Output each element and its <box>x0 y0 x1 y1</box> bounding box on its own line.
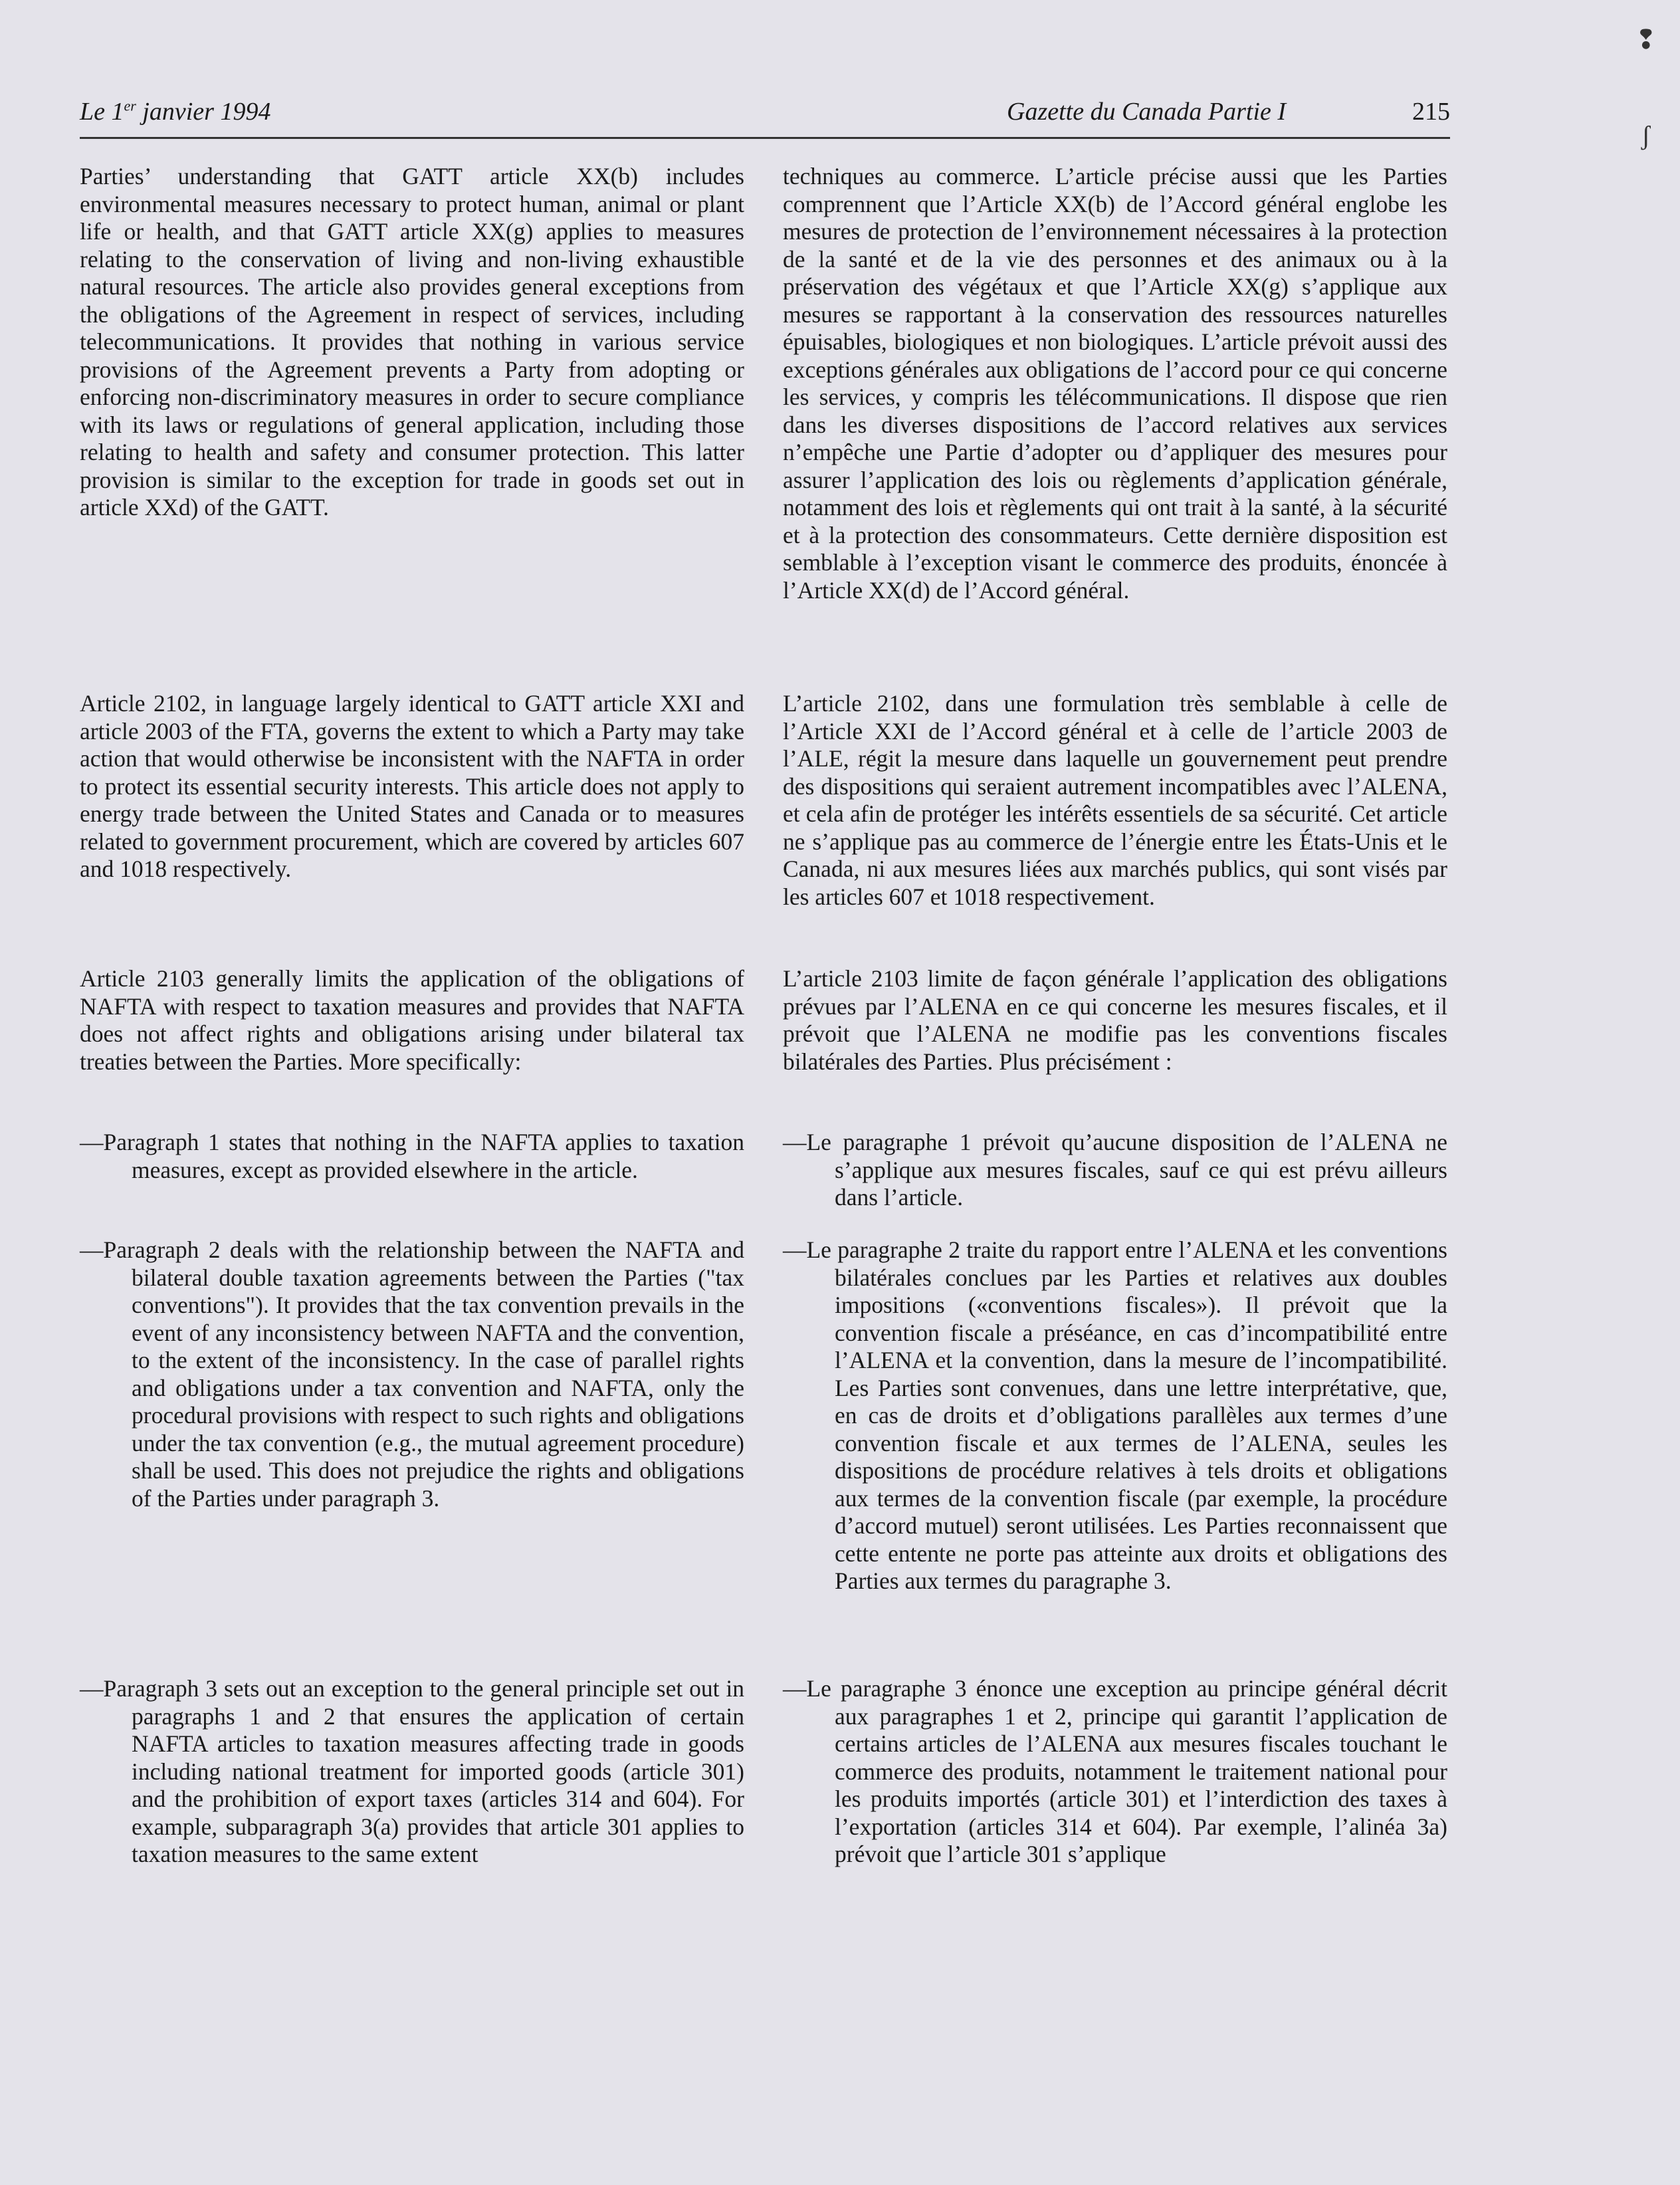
english-paragraph-2-text: Article 2102, in language largely identical to GATT article XXI and article 2003 of the FTA, governs the extent to which a Party may take action that would otherwise be inconsistent with the NAFTA in order to protect its essential security interests. This article does not apply to energy trade between the United States and Canada or to measures related to government procurement, which are covered by articles 607 and 1018 respectively. <box>80 690 744 882</box>
french-item-3-text: —Le paragraphe 3 énonce une exception au principe général décrit aux paragraphes 1 et 2, principe qui garantit l’application de certains articles de l’ALENA aux mesures fiscales touchant le commerce des produits, notamment le traitement national pour les produits importés (article 301) et l’interdiction des taxes à l’exportation (articles 314 et 604). Par exemple, l’alinéa 3a) prévoit que l’article 301 s’applique <box>783 1675 1447 1867</box>
french-paragraph-1-text: techniques au commerce. L’article précise aussi que les Parties comprennent que l’Article XX(b) de l’Accord général englobe les mesures de protection de l’environnement nécessaires à la protection de la santé et de la vie des personnes et des animaux ou à la préservation des végétaux et que l’Article XX(g) s’applique aux mesures se rapportant à la conservation des ressources naturelles épuisables, biologiques et non biologiques. L’article prévoit aussi des exceptions générales aux obligations de l’accord pour ce qui concerne les services, y compris les télécommunications. Il dispose que rien dans les diverses dispositions de l’accord relatives aux services n’empêche une Partie d’adopter ou d’appliquer des mesures pour assurer l’application des lois ou règlements d’application générale, notamment des lois et règlements qui ont trait à la santé, à la sécurité et à la protection des consommateurs. Cette dernière disposition est semblable à l’exception visant le commerce des produits, énoncée à l’Article XX(d) de l’Accord général. <box>783 163 1447 604</box>
header-date-sup: er <box>124 97 136 114</box>
french-paragraph-2-text: L’article 2102, dans une formulation très semblable à celle de l’Article XXI de l’Accord général et à celle de l’article 2003 de l’ALE, régit la mesure dans laquelle un gouvernement peut prendre des dispositions qui seraient autrement incompatibles avec l’ALENA, et cela afin de protéger les intérêts essentiels de sa sécurité. Cet article ne s’applique pas au commerce de l’énergie entre les États-Unis et le Canada, ni aux mesures liées aux marchés publics, qui sont visés par les articles 607 et 1018 respectivement. <box>783 690 1447 910</box>
header-date <box>80 97 270 126</box>
english-paragraph-1 <box>80 163 744 522</box>
margin-mark-side: ʃ <box>1641 120 1651 150</box>
french-paragraph-1 <box>783 163 1447 604</box>
french-item-1 <box>783 1129 1447 1212</box>
french-item-3 <box>783 1675 1447 1869</box>
french-paragraph-2 <box>783 690 1447 911</box>
english-item-1-text: —Paragraph 1 states that nothing in the NAFTA applies to taxation measures, except as provided elsewhere in the article. <box>80 1129 744 1183</box>
french-item-2-text: —Le paragraphe 2 traite du rapport entre l’ALENA et les conventions bilatérales conclues par les Parties et relatives aux doubles impositions («conventions fiscales»). Il prévoit que la convention fiscale a préséance, en cas d’incompatibilité entre l’ALENA et la convention, dans la mesure de l’incompatibilité. Les Parties sont convenues, dans une lettre interprétative, que, en cas de droits et d’obligations parallèles aux termes d’une convention fiscale et aux termes de l’ALENA, seules les dispositions de procédure relatives à tels droits et obligations aux termes de la convention fiscale (par exemple, la procédure d’accord mutuel) seront utilisées. Les Parties reconnaissent que cette entente ne porte pas atteinte aux droits et obligations des Parties aux termes du paragraphe 3. <box>783 1236 1447 1594</box>
english-item-3-text: —Paragraph 3 sets out an exception to the general principle set out in paragraphs 1 and 2 that ensures the application of certain NAFTA articles to taxation measures affecting trade in goods including national treatment for imported goods (article 301) and the prohibition of export taxes (articles 314 and 604). For example, subparagraph 3(a) provides that article 301 applies to taxation measures to the same extent <box>80 1675 744 1867</box>
english-paragraph-3-text: Article 2103 generally limits the application of the obligations of NAFTA with respect to taxation measures and provides that NAFTA does not affect rights and obligations arising under bilateral tax treaties between the Parties. More specifically: <box>80 965 744 1075</box>
french-paragraph-3 <box>783 965 1447 1076</box>
french-paragraph-3-text: L’article 2103 limite de façon générale l’application des obligations prévues par l’ALENA en ce qui concerne les mesures fiscales, et il prévoit que l’ALENA ne modifie pas les conventions fiscales bilatérales des Parties. Plus précisément : <box>783 965 1447 1075</box>
margin-mark-top: ❢ <box>1635 25 1657 55</box>
english-paragraph-2 <box>80 690 744 883</box>
english-paragraph-1-text: Parties’ understanding that GATT article XX(b) includes environmental measures necessary to protect human, animal or plant life or health, and that GATT article XX(g) applies to measures relating to the conservation of living and non-living exhaustible natural resources. The article also provides general exceptions from the obligations of the Agreement in respect of services, including telecommunications. It provides that nothing in various service provisions of the Agreement prevents a Party from adopting or enforcing non-discriminatory measures in order to secure compliance with its laws or regulations of general application, including those relating to health and safety and consumer protection. This latter provision is similar to the exception for trade in goods set out in article XXd) of the GATT. <box>80 163 744 520</box>
english-item-1 <box>80 1129 744 1184</box>
french-item-2 <box>783 1236 1447 1595</box>
english-paragraph-3 <box>80 965 744 1076</box>
english-item-2 <box>80 1236 744 1512</box>
english-item-3 <box>80 1675 744 1869</box>
page-header <box>80 90 1450 139</box>
header-date-suffix: janvier 1994 <box>136 98 271 126</box>
header-publication: Gazette du Canada Partie I <box>1007 98 1287 126</box>
page-number: 215 <box>1412 98 1450 126</box>
english-item-2-text: —Paragraph 2 deals with the relationship between the NAFTA and bilateral double taxation agreements between the Parties ("tax conventions"). It provides that the tax convention prevails in the event of any inconsistency between NAFTA and the convention, to the extent of the inconsistency. In the case of parallel rights and obligations under a tax convention and NAFTA, only the procedural provisions with respect to such rights and obligations under the tax convention (e.g., the mutual agreement procedure) shall be used. This does not prejudice the rights and obligations of the Parties under paragraph 3. <box>80 1236 744 1512</box>
french-item-1-text: —Le paragraphe 1 prévoit qu’aucune disposition de l’ALENA ne s’applique aux mesures fiscales, sauf ce qui est prévu ailleurs dans l’article. <box>783 1129 1447 1210</box>
header-date-prefix: Le 1 <box>80 98 124 126</box>
